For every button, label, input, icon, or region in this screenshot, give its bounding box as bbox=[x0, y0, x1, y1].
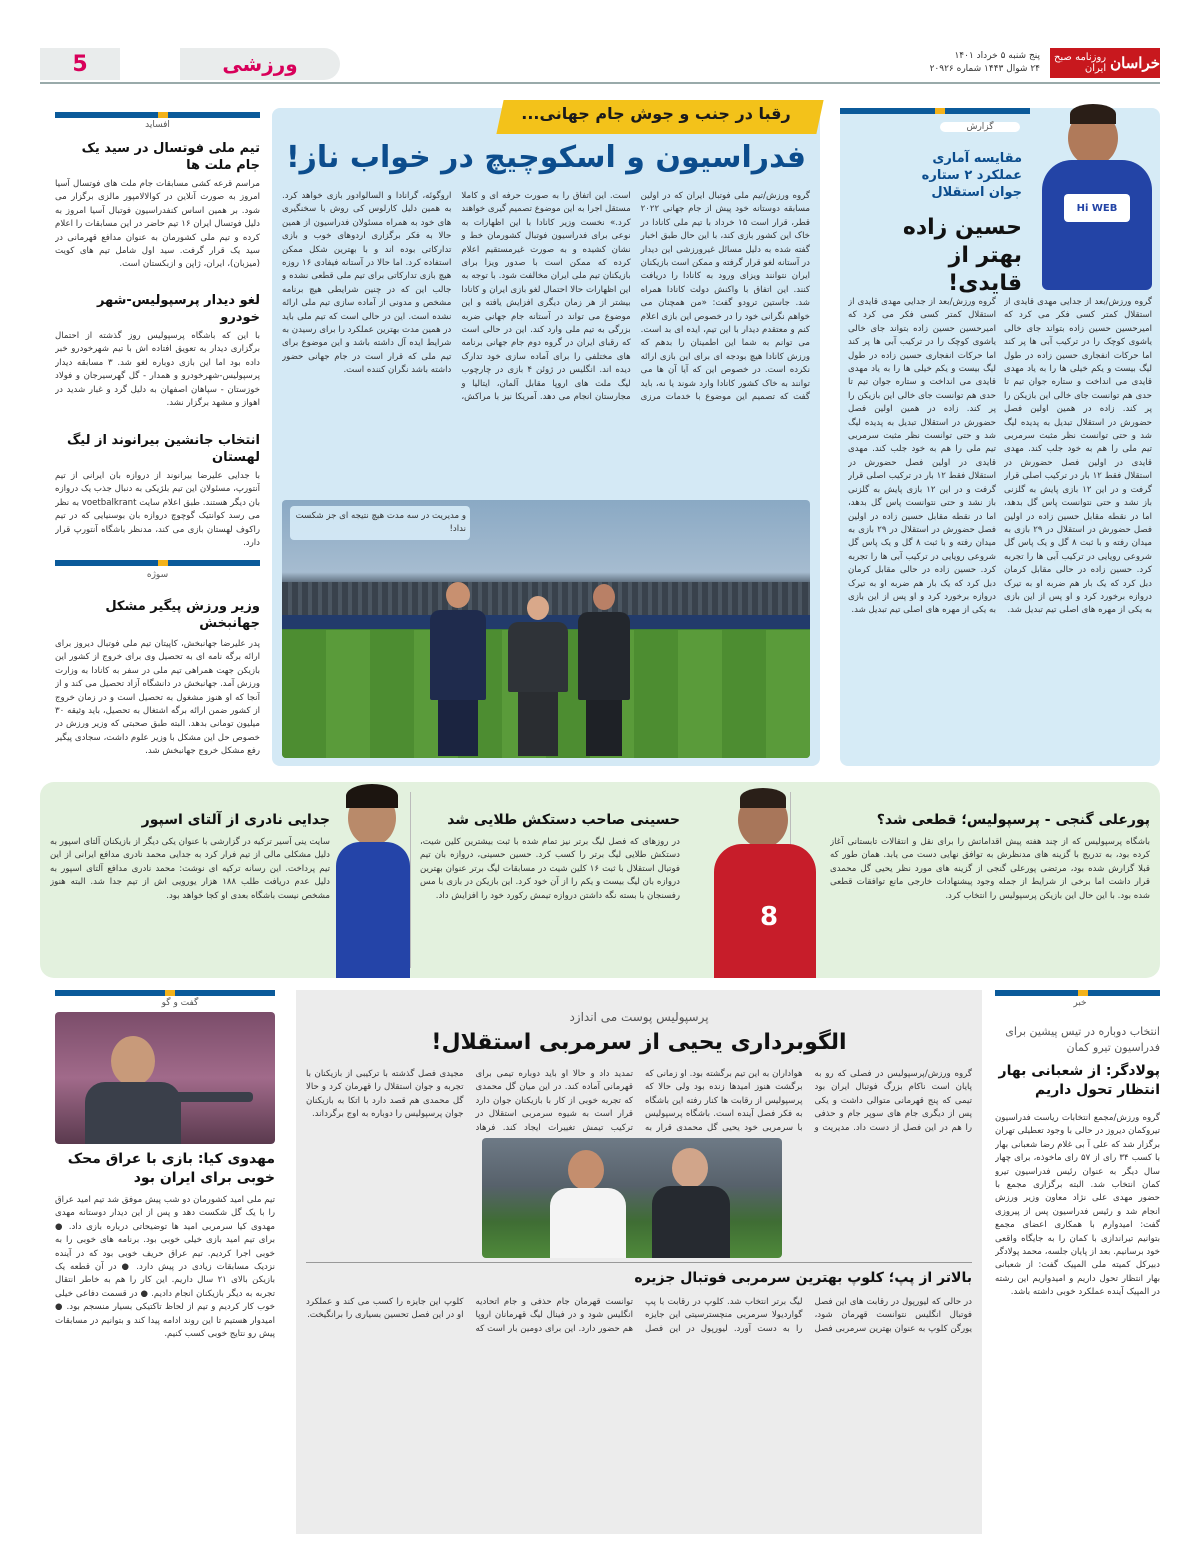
strip-title: حسینی صاحب دستکش طلایی شد bbox=[447, 812, 680, 828]
lower-headline: الگوبرداری یحیی از سرمربی استقلال! bbox=[431, 1030, 847, 1055]
interview-photo bbox=[55, 1012, 275, 1144]
strip-item-pourali bbox=[830, 812, 1150, 970]
strip-photo-player-red: 8 bbox=[700, 784, 830, 978]
interview-bar bbox=[55, 990, 275, 996]
interview-body: تیم ملی امید کشورمان دو شب پیش موفق شد تیم امید عراق را با یک گل شکست دهد و پس از این دیدار دوستانه مهدی مهدوی کیا سرمربی امید ها توضیحاتی درباره بازی داد. ● برای تیم امید بازی خیلی خوبی بود. برنامه های خوبی را به خوبی اجرا کردیم. تیم عراق حریف خوبی بود که در آینده نزدیک مسابقات زیادی در پیش دارد. ● در آن قطعه یک بازیکن بالای ۲۱ سال داریم. این کار را هم به خاطر انتقال تجربه به دیگر بازیکنان انجام دادیم. ● در قسمت دفاعی خیلی خوب کار کردیم و تیم از لحاظ تاکتیکی بسیار منسجم بود. ● امیدوار هستیم تا این روند ادامه پیدا کند و بتوانیم در مسابقات پیش رو نتایج خوبی کسب کنیم. bbox=[55, 1195, 275, 1340]
report-label: گزارش bbox=[940, 122, 1020, 132]
person-right bbox=[578, 584, 630, 758]
right-col-bar bbox=[995, 990, 1160, 996]
lower-sub-body: در حالی که لیورپول در رقابت های این فصل فوتبال انگلیس نتوانست قهرمان شود، یورگن کلوپ به عنوان بهترین سرمربی فصل لیگ برتر انتخاب شد. کلوپ در رقابت با پپ گواردیولا سرمربی منچسترسیتی این جایزه را به دست آورد. لیورپول در این فصل توانست قهرمان جام حذفی و جام اتحادیه انگلیس شود و در فینال لیگ قهرمانان اروپا هم حضور دارد. این برای دومین بار است که کلوپ این جایزه را کسب می کند و عملکرد او در این فصل تحسین بسیاری را برانگیخت. bbox=[306, 1297, 972, 1334]
right-col-title: پولادگر: از شعبانی بهار انتظار تحول داریم bbox=[998, 1063, 1160, 1098]
header-divider bbox=[40, 82, 1160, 84]
brand-subtitle: روزنامه صبح ایران bbox=[1053, 52, 1107, 74]
sidebar-top-bar bbox=[55, 112, 260, 118]
lower-divider bbox=[306, 1262, 972, 1263]
strip-body: در روزهای که فصل لیگ برتر نیز تمام شده با ثبت بیشترین کلین شیت، دستکش طلایی لیگ برتر را کسب کرد. حسین حسینی، دروازه بان تیم فوتبال استقلال با ثبت ۱۶ کلین شیت در مسابقات لیگ برتر عنوان بهترین دروازه بان لیگ بیست و یکم را از آن خود کرد. این بازیکن در بازی با مس رفسنجان با بسته نگه داشتن دروازه تیمش رکورد خود را افزایش داد. bbox=[420, 837, 680, 901]
player-photo: Hi WEB bbox=[1030, 104, 1160, 294]
report-kicker: مقایسه آماری عملکرد ۲ ستاره جوان استقلال bbox=[921, 151, 1022, 200]
main-kicker: رقبا در جنب و جوش جام جهانی... bbox=[521, 104, 791, 123]
sidebar-mid bbox=[55, 598, 260, 786]
right-col-label: خبر bbox=[1073, 998, 1087, 1008]
report-bar bbox=[840, 108, 1030, 114]
sidebar-item-body: با این که باشگاه پرسپولیس روز گذشته از احتمال برگزاری دیدار به تعویق افتاده اش با تیم شهرخودرو خبر داده بود اما این بازی دوباره لغو شد. ۳ مسابقه دیدار پرسپولیس-شهرخودرو و همدار - گل گهرسیرجان و فولاد خوزستان - سپاهان اصفهان به دلیل گرد و غبار شدید در اهواز و مشهد برگزار نشد. bbox=[55, 331, 260, 409]
sidebar-mid-label: سوژه bbox=[146, 570, 169, 580]
main-caption: و مدیریت در سه مدت هیچ نتیجه ای جز شکست نداد! bbox=[290, 506, 470, 540]
lower-photo bbox=[482, 1138, 782, 1258]
report-headline: حسین زاده بهتر از قایدی! bbox=[902, 215, 1022, 296]
strip-divider bbox=[410, 792, 411, 968]
main-headline: فدراسیون و اسکوچیچ در خواب ناز! bbox=[285, 140, 807, 175]
page-number: 5 bbox=[40, 48, 120, 80]
sidebar-item-title: انتخاب جانشین بیرانوند از لیگ لهستان bbox=[66, 433, 260, 465]
sidebar-item-body: مراسم قرعه کشی مسابقات جام ملت های فوتسال آسیا امروز به صورت آنلاین در کوالالامپور مالزی برگزار می شود. بر همین اساس کنفدراسیون فوتبال آسیا امروز به دلیل فوتسال ایران ۱۶ تیم حاضر در این مسابقات را اعلام کرده و تیم ملی کشورمان به عنوان مدافع قهرمانی در سید یک قرار گرفت. سید اول شامل تیم های کویت (میزبان)، ایران، ژاپن و ازبکستان است. bbox=[55, 179, 260, 270]
strip-body: سایت ینی آسیر ترکیه در گزارشی با عنوان یکی دیگر از بازیکنان آلتای اسپور به دلیل مشکلی مالی از تیم فرار کرد به جدایی محمد نادری مدافع ایرانی از این تیم پرداخت. این رسانه ترکیه ای نوشت: محمد نادری مدافع آلتای اسپور به دلیل عدم دریافت طلب ۱۸۸ هزار یورویی اش از تیم جدا شد. البته هنوز مشخص نیست باشگاه بعدی او کجا خواهد بود. bbox=[50, 837, 330, 901]
strip-item-hosseini bbox=[420, 812, 680, 970]
strip-photo-player-blue bbox=[336, 784, 410, 978]
sidebar-item-body: با جدایی علیرضا بیرانوند از دروازه بان ایرانی از تیم آنتورپ، مسئولان این تیم بلژیکی به دنبال جذب یک دروازه بان دیگر هستند. طبق اعلام سایت voetbalkrant به نظر می رسد کوانتیک گوچوچ دروازه بان بوسنیایی که در تیم راکوف لهستان بازی می کند، مدنظر باشگاه آنتورپ قرار دارد. bbox=[55, 471, 260, 549]
sidebar-mid-bar bbox=[55, 560, 260, 566]
brand-name: خراسان bbox=[1110, 54, 1160, 72]
strip-title: جدایی نادری از آلتای اسپور bbox=[141, 812, 330, 828]
report-body-col2: گروه ورزش/بعد از جدایی مهدی قایدی از استقلال کمتر کسی فکر می کرد که امیرحسین حسین زاده بتواند جای خالی یاشوی کوچک را در ترکیب آبی ها پر کند اما حرکات انفجاری حسین زاده در طول لیگ بیست و یکم خیلی ها را به یاد مهدی قایدی می انداخت و ستاره جوان تیم تا حدی هم توانست جای خالی این بازیکن را پر کند. زاده در همین اولین فصل حضورش در استقلال تبدیل به پدیده لیگ شد و حتی توانست نظر مثبت سرمربی تیم ملی را هم به خود جلب کند. مهدی قایدی در اولین فصل حضورش در استقلال فقط ۱۲ بار در ترکیب اصلی قرار گرفت و در این ۱۲ بازی پایش به گلزنی باز نشد و حتی نتوانست پاس گل بدهد، اما در نقطه مقابل حسین زاده در اولین فصل حضورش در استقلال در ۲۹ بازی به میدان رفته و با ثبت ۸ گل و یک پاس گل شروعی رویایی در ترکیب آبی ها را تجربه کرد. حسین زاده در حالی مقابل کرمان دبل کرد که یک بار هم ضربه او به تیرک دروازه برخورد کرد و او پس از این بازی به یکی از مهره های اصلی تیم تبدیل شد. bbox=[848, 297, 996, 616]
issue-info bbox=[910, 50, 1040, 76]
issue-date: پنج شنبه ۵ خرداد ۱۴۰۱ bbox=[954, 51, 1040, 61]
main-body: گروه ورزش/تیم ملی فوتبال ایران که در اولین مسابقه دوستانه خود پیش از جام جهانی ۲۰۲۲ قطر، قرار است ۱۵ خرداد با تیم ملی کانادا در خاک این کشور بازی کند، با این حال طبق اخبار گفته شده به دلیل مسائل غیرورزشی این دیدار در آستانه لغو قرار گرفته و ممکن است بازیکنان ایران نتوانند ویزای ورود به کانادا را دریافت کنند. این اتفاق با واکنش دولت کانادا همراه شد. جاستین ترودو گفت: «من همچنان می خواهم نگرانی خود را در خصوص این بازی اعلام کنم و معتقدم دیدار با این تیم، ایده ای بد است. می توانم به شما این اطمینان را بدهم که ورزش کانادا هیچ بودجه ای برای این بازی ارائه نکرده است. در خصوص این که آیا آن ها می توانند به خاک کشور کانادا وارد شوند یا نه، باید گفت که تصمیم این موضوع با خدمات مرزی است. این اتفاق را به صورت حرفه ای و کاملا مستقل اجرا به این موضوع تصمیم گیری خواهند کرد.» نخست وزیر کانادا با این اظهارات به نوعی برای فدراسیون فوتبال کشورمان خط و نشان کشیده و به صورت غیرمستقیم اعلام کرده که ممکن است با صدور ویزا برای بازیکنان تیم ملی ایران مخالفت شود. با توجه به این اظهارات حالا احتمال لغو بازی ایران و کانادا بیشتر از هر زمان دیگری افزایش یافته و این موضوع می تواند در آستانه جام جهانی ضربه بزرگی به تیم ملی وارد کند. این در حالی است که رقبای ایران در گروه دوم جام جهانی برنامه های مختلفی را برای آماده سازی خود تدارک دیده اند. انگلیس در ژوئن ۴ بازی در چارچوب لیگ ملت های اروپا مقابل آلمان، ایتالیا و مجارستان انجام می دهد. آمریکا نیز با مراکش، اروگوئه، گرانادا و السالوادور بازی خواهد کرد. به همین دلیل کارلوس کی روش با سخنگیری های خود به همراه مسئولان فدراسیون از همین حالا به فکر برگزاری اردوهای خوب و بازی تدارکاتی بوده اند و با بهترین شکل ممکن استفاده کرد. اما حالا در آستانه فیفادی ۱۶ روزه هیچ بازی تدارکاتی برای تیم ملی قطعی نشده و جالب این که در چنین شرایطی هیچ برنامه مشخص و مدونی از آماده سازی تیم ملی ارائه نشده است. این در حالی است که تیم ملی باید در همین مدت بهترین عملکرد را برای رسیدن به شرایط ایده آل داشته باشد و این موضوع برای تیم ملی که قرار است در جام جهانی حضور داشته باشد نگران کننده است. bbox=[282, 191, 810, 403]
sidebar-item-title: تیم ملی فوتسال در سید یک جام ملت ها bbox=[81, 141, 260, 173]
person-left bbox=[430, 582, 486, 758]
lower-kicker: پرسپولیس پوست می اندازد bbox=[569, 1010, 709, 1024]
newspaper-logo bbox=[1050, 48, 1160, 78]
strip-title: پورعلی گنجی - پرسپولیس؛ قطعی شد؟ bbox=[876, 812, 1150, 828]
interview-title: مهدوی کیا: بازی با عراق محک خوبی برای ایران بود bbox=[67, 1151, 275, 1186]
sidebar-top bbox=[55, 140, 260, 552]
report-body-col1: گروه ورزش/بعد از جدایی مهدی قایدی از استقلال کمتر کسی فکر می کرد که امیرحسین حسین زاده بتواند جای خالی یاشوی کوچک را در ترکیب آبی ها پر کند اما حرکات انفجاری حسین زاده در طول لیگ بیست و یکم خیلی ها را به یاد مهدی قایدی می انداخت و ستاره جوان تیم تا حدی هم توانست جای خالی این بازیکن را پر کند. زاده در همین اولین فصل حضورش در استقلال تبدیل به پدیده لیگ شد و حتی توانست نظر مثبت سرمربی تیم ملی را هم به خود جلب کند. مهدی قایدی در اولین فصل حضورش در استقلال فقط ۱۲ بار در ترکیب اصلی قرار گرفت و در این ۱۲ بازی پایش به گلزنی باز نشد و حتی نتوانست پاس گل بدهد، اما در نقطه مقابل حسین زاده در اولین فصل حضورش در استقلال در ۲۹ بازی به میدان رفته و با ثبت ۸ گل و یک پاس گل شروعی رویایی در ترکیب آبی ها را تجربه کرد. حسین زاده در حالی مقابل کرمان دبل کرد که یک بار هم ضربه او به تیرک دروازه برخورد کرد و او پس از این بازی به یکی از مهره های اصلی تیم تبدیل شد. bbox=[1004, 297, 1152, 616]
section-title: ورزشی bbox=[180, 48, 340, 80]
interview-label: گفت و گو bbox=[161, 998, 199, 1008]
sidebar-item-title: لغو دیدار پرسپولیس-شهر خودرو bbox=[96, 293, 260, 325]
strip-body: باشگاه پرسپولیس که از چند هفته پیش اقداماتش را برای نقل و انتقالات تابستانی آغاز کرده بود، به تدریج با گزینه های مدنظرش به توافق نهایی دست می یابد. همان طور که قبلا گزارش شده بود، مرتضی پورعلی گنجی از گزینه های مورد نظر یحیی گل محمدی قرار داشت اما برخی از شرایط از جمله وجود پیشنهادات خارجی مانع توافقات قطعی شده بود. با این حال این بازیکن پرسپولیس را انتخاب کرد. bbox=[830, 837, 1150, 901]
strip-item-naderi bbox=[50, 812, 330, 970]
sidebar-mid-title: وزیر ورزش پیگیر مشکل جهانبخش bbox=[105, 599, 260, 631]
lower-body: گروه ورزش/پرسپولیس در فصلی که رو به پایان است ناکام بزرگ فوتبال ایران بود تیمی که پنج قهرمانی متوالی داشت و یکی پس از دیگری جام های سوپر جام و حذفی را هم در این فصل از دست داد. مدیریت و هواداران به این تیم برگشته بود. او زمانی که برگشت هنوز امیدها زنده بود ولی حالا که پرسپولیس از رقابت ها کنار رفته این باشگاه به فکر فصل آینده است. باشگاه پرسپولیس با سرمربی خود یحیی گل محمدی قرار به تمدید داد و حالا او باید دوباره تیمی برای قهرمانی آماده کند. در این میان گل محمدی که تجربه خوبی از کار با بازیکنان جوان دارد قرار است به شیوه سرمربی استقلال در ترکیب تیمش تغییرات ایجاد کند. فرهاد مجیدی فصل گذشته با ترکیبی از بازیکنان با تجربه و جوان استقلال را قهرمان کرد و حالا گل محمدی هم قصد دارد با اتکا به بازیکنان جوان پرسپولیس را دوباره به اوج برگرداند. bbox=[306, 1069, 972, 1133]
issue-number: ۲۴ شوال ۱۴۴۳ شماره ۲۰۹۲۶ bbox=[929, 64, 1040, 74]
right-col-body: گروه ورزش/مجمع انتخابات ریاست فدراسیون تیروکمان دیروز در حالی با وجود تعطیلی تهران برگزار شد که علی آ بی غلام رضا شعبانی بهار با کسب ۳۴ رای از ۵۷ رای ماخوذه، برای چهار سال دیگر به عنوان رئیس فدراسیون تیرو کمان انتخاب شد. البته برگزاری مجمع با حضور مهدی علی نژاد معاون وزیر ورزش انجام شد و رئیس فدراسیون پس از پیروزی گفت: امیدوارم با همکاری اعضای مجمع بتوانیم تیراندازی با کمان را به جایگاه واقعی خود برسانیم. بعد از پایان جلسه، محمد پولادگر دبیرکل کمیته ملی المپیک گفت: از شعبانی بهار انتظار تحول داریم و امیدواریم این رشته در المپیک آینده عملکرد خوبی داشته باشد. bbox=[995, 1113, 1160, 1298]
right-col-kicker: انتخاب دوباره در تیس پیشین برای فدراسیون تیرو کمان bbox=[1005, 1025, 1160, 1054]
main-photo bbox=[282, 500, 810, 758]
sidebar-mid-body: پدر علیرضا جهانبخش، کاپیتان تیم ملی فوتبال دیروز برای ارائه برگه نامه ای به تحصیل وی برای خروج از کشور این بازیکن جهت همراهی تیم ملی در سفر به کانادا به وزارت ورزش آمد. جهانبخش در دانشگاه آزاد تحصیل می کند و از آنجا که او هنوز مشغول به تحصیل است و در زمان خروج از کشور ضمن ارائه برگه اشتغال به تحصیل، باید وثیقه ۳۰ میلیون تومانی بدهد. البته طبق صحبتی که وزیر ورزش در خصوص حل این مشکل با وزیر علوم داشت، سجادی پیگیر رفع مشکل خروج جهانبخش شد. bbox=[55, 639, 260, 757]
person-center bbox=[508, 596, 568, 758]
sidebar-top-label: افساید bbox=[145, 120, 170, 130]
lower-sub-headline: بالاتر از پپ؛ کلوپ بهترین سرمربی فوتبال جزیره bbox=[634, 1270, 972, 1286]
